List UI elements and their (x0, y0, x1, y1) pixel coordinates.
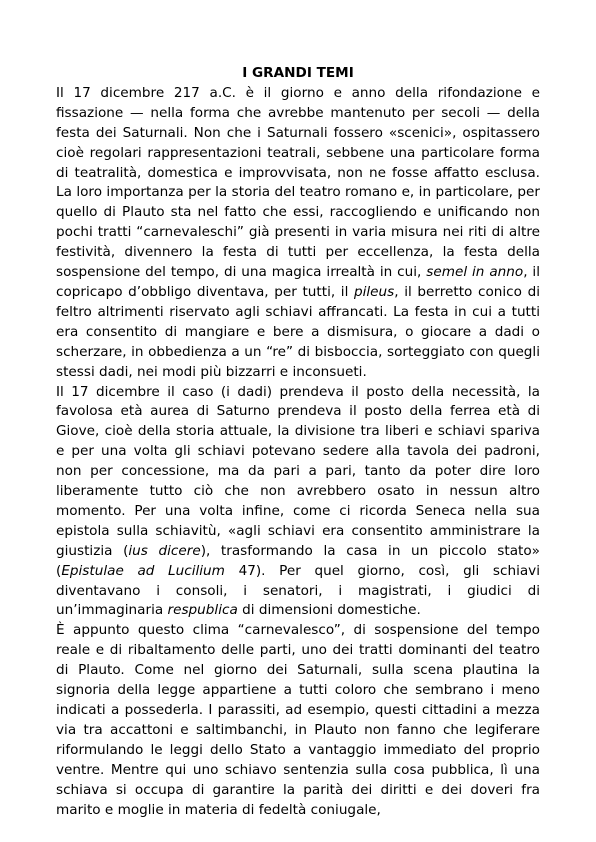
italic-text: ius dicere (128, 542, 201, 559)
text-run: Il 17 dicembre 217 a.C. è il giorno e anno della rifondazione e fissazione — nella forma che avrebbe mantenuto per secoli — della festa dei Saturnali. Non che i Saturnali fossero «scenici», ospitassero cioè regolari rappresentazioni teatrali, sebbene una particolare forma di teatralità, domestica e improvvisata, non ne fosse affatto esclusa. La loro importanza per la storia del teatro romano e, in particolare, per quello di Plauto sta nel fatto che essi, raccogliendo e unificando non pochi tratti “carnevaleschi” già presenti in varia misura nei riti di altre festività, divennero la festa di tutti per eccellenza, la festa della sospensione del tempo, di una magica irrealtà in cui, (56, 84, 540, 281)
italic-text: respublica (167, 602, 238, 619)
paragraph (56, 84, 540, 383)
paragraph (56, 621, 540, 820)
text-run: ), trasformando la casa in un piccolo stato» ( (56, 542, 540, 579)
italic-text: semel in anno (426, 264, 524, 281)
text-run: , il berretto conico di feltro altrimenti riservato agli schiavi affrancati. La festa in cui a tutti era consentito di mangiare e bere a dismisura, o giocare a dadi o scherzare, in obbedienza a un “re” di bisboccia, sorteggiato con quegli stessi dadi, nei modi più bizzarri e inconsueti. (56, 283, 540, 380)
page-title: I GRANDI TEMI (242, 65, 354, 81)
text-run: , il copricapo d’obbligo diventava, per tutti, il (56, 264, 540, 300)
text-run: di dimensioni domestiche. (237, 602, 421, 619)
paragraph (56, 383, 540, 622)
text-run: È appunto questo clima “carnevalesco”, di sospensione del tempo reale e di ribaltamento delle parti, uno dei tratti dominanti del teatro di Plauto. Come nel giorno dei Saturnali, sulla scena plautina la signoria della legge appartiene a tutti coloro che sembrano i meno indicati a possederla. I parassiti, ad esempio, questi cittadini a mezza via tra accattoni e saltimbanchi, in Plauto non fanno che legiferare riformulando le leggi dello Stato a vantaggio immediato del proprio ventre. Mentre qui uno schiavo sentenzia sulla cosa pubblica, lì una schiava si occupa di garantire la parità dei diritti e dei doveri fra marito e moglie in materia di fedeltà coniugale, (56, 622, 540, 818)
italic-text: pileus (353, 283, 395, 300)
document-page (56, 64, 540, 820)
text-run: 47). Per quel giorno, così, gli schiavi diventavano i consoli, i senatori, i magistrati, i giudici di un’immaginaria (56, 562, 540, 619)
italic-text: Epistulae ad Lucilium (61, 562, 225, 579)
document-body (56, 84, 540, 821)
text-run: Il 17 dicembre il caso (i dadi) prendeva il posto della necessità, la favolosa età aurea di Saturno prendeva il posto della ferrea età di Giove, cioè della storia attuale, la divisione tra liberi e schiavi spariva e per una volta gli schiavi potevano sedere alla tavola dei padroni, non per concessione, ma da pari a pari, tanto da poter dire loro liberamente tutto ciò che non avrebbero osato in nessun altro momento. Per una volta infine, come ci ricorda Seneca nella sua epistola sulla schiavitù, «agli schiavi era consentito amministrare la giustizia ( (56, 383, 540, 559)
